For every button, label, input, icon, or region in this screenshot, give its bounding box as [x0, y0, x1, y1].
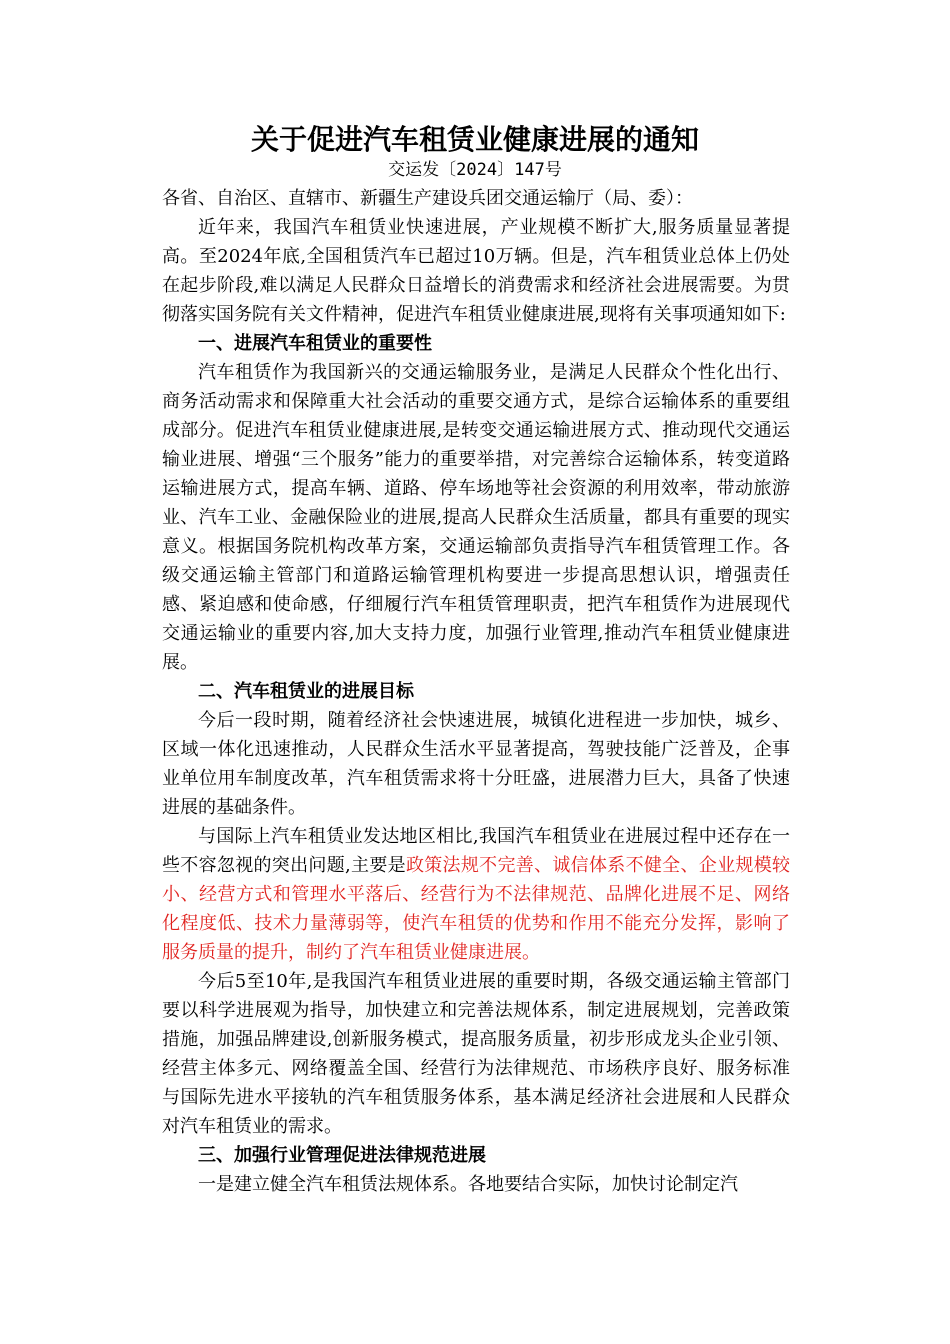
section-1-paragraph: 汽车租赁作为我国新兴的交通运输服务业，是满足人民群众个性化出行、商务活动需求和保障重大社会活动的重要交通方式，是综合运输体系的重要组成部分。促进汽车租赁业健康进展,是转变交通运输进展方式、推动现代交通运输业进展、增强“三个服务”能力的重要举措，对完善综合运输体系，转变道路运输进展方式，提高车辆、道路、停车场地等社会资源的利用效率，带动旅游业、汽车工业、金融保险业的进展,提高人民群众生活质量，都具有重要的现实意义。根据国务院机构改革方案，交通运输部负责指导汽车租赁管理工作。各级交通运输主管部门和道路运输管理机构要进一步提高思想认识，增强责任感、紧迫感和使命感，仔细履行汽车租赁管理职责，把汽车租赁作为进展现代交通运输业的重要内容,加大支持力度，加强行业管理,推动汽车租赁业健康进展。 — [162, 362, 790, 673]
section-3-heading: 三、加强行业管理促进法律规范进展 — [198, 1145, 486, 1166]
section-2-paragraph-1: 今后一段时期，随着经济社会快速进展，城镇化进程进一步加快，城乡、区域一体化迅速推动，人民群众生活水平显著提高，驾驶技能广泛普及，企事业单位用车制度改革，汽车租赁需求将十分旺盛，进展潜力巨大，具备了快速进展的基础条件。 — [162, 710, 790, 818]
section-2-paragraph-3: 今后5至10年,是我国汽车租赁业进展的重要时期，各级交通运输主管部门要以科学进展观为指导，加快建立和完善法规体系，制定进展规划，完善政策措施，加强品牌建设,创新服务模式，提高服务质量，初步形成龙头企业引领、经营主体多元、网络覆盖全国、经营行为法律规范、市场秩序良好、服务标准与国际先进水平接轨的汽车租赁服务体系，基本满足经济社会进展和人民群众对汽车租赁业的需求。 — [162, 971, 790, 1137]
section-2-heading: 二、汽车租赁业的进展目标 — [198, 681, 414, 702]
section-2-paragraph-2 — [162, 822, 790, 967]
intro-paragraph: 近年来，我国汽车租赁业快速进展，产业规模不断扩大,服务质量显著提高。至2024年底,全国租赁汽车已超过10万辆。但是，汽车租赁业总体上仍处在起步阶段,难以满足人民群众日益增长的消费需求和经济社会进展需要。为贯彻落实国务院有关文件精神，促进汽车租赁业健康进展,现将有关事项通知如下: — [162, 217, 790, 325]
highlighted-problems-text: 政策法规不完善、诚信体系不健全、企业规模较小、经营方式和管理水平落后、经营行为不法律规范、品牌化进展不足、网络化程度低、技术力量薄弱等，使汽车租赁的优势和作用不能充分发挥，影响了服务质量的提升，制约了汽车租赁业健康进展。 — [162, 855, 790, 963]
section-3-paragraph: 一是建立健全汽车租赁法规体系。各地要结合实际，加快讨论制定汽 — [198, 1174, 738, 1195]
document-body — [162, 184, 790, 1199]
document-number: 交运发〔2024〕147号 — [388, 160, 562, 180]
document-title: 关于促进汽车租赁业健康进展的通知 — [250, 123, 699, 156]
section-2-paragraph-2-text: 与国际上汽车租赁业发达地区相比,我国汽车租赁业在进展过程中还存在一些不容忽视的突出问题,主要是 — [162, 826, 790, 876]
section-1-heading: 一、进展汽车租赁业的重要性 — [198, 333, 432, 354]
salutation: 各省、自治区、直辖市、新疆生产建设兵团交通运输厅（局、委）： — [162, 188, 693, 209]
